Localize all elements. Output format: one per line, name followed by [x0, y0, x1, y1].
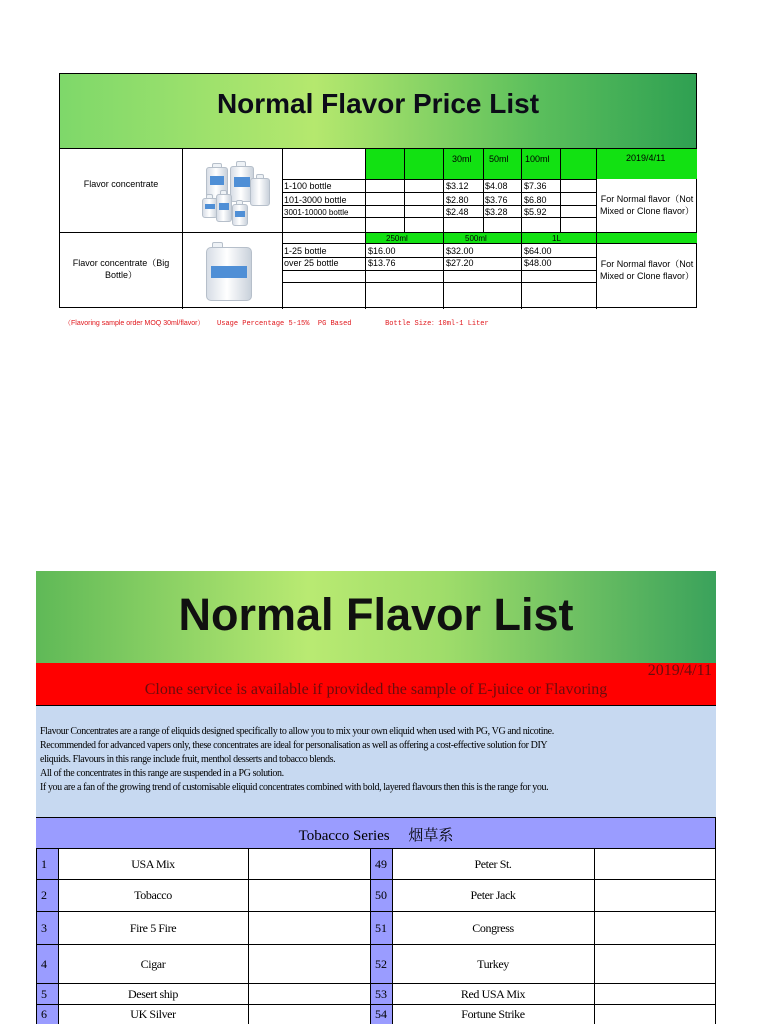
flavor-list-date: 2019/4/11 — [647, 662, 712, 679]
description-line: eliquids. Flavours in this range include fruit, menthol desserts and tobacco blends. — [40, 754, 336, 765]
price-cell: $27.20 — [446, 258, 474, 268]
item-number: 50 — [370, 880, 392, 911]
price-cell: $2.80 — [446, 195, 469, 205]
normal-flavor-note-2: For Normal flavor（Not Mixed or Clone flavor） — [599, 259, 695, 281]
size-500ml: 500ml — [465, 234, 487, 243]
size-30ml: 30ml — [452, 154, 472, 164]
price-list-table — [59, 73, 697, 308]
flavor-list-title: Normal Flavor List — [178, 589, 574, 640]
size-50ml: 50ml — [489, 154, 509, 164]
product-flavor-concentrate: Flavor concentrate — [83, 179, 159, 189]
qty-big-row-2: over 25 bottle — [284, 258, 339, 268]
price-cell: $7.36 — [524, 181, 547, 191]
series-title: Tobacco Series 烟草系 — [298, 828, 454, 844]
flavor-name: Desert ship — [128, 986, 178, 1001]
usage-note: Usage Percentage 5-15% — [217, 320, 310, 328]
item-number: 3 — [36, 912, 58, 944]
size-250ml: 250ml — [386, 234, 408, 243]
flavor-name: Congress — [472, 920, 514, 935]
size-1l: 1L — [552, 234, 561, 243]
flavor-name: Turkey — [477, 956, 509, 971]
item-number: 49 — [370, 849, 392, 879]
price-cell: $4.08 — [485, 181, 508, 191]
flavor-name: Peter Jack — [470, 888, 516, 902]
flavor-name: Fire 5 Fire — [129, 920, 177, 935]
description-line: Recommended for advanced vapers only, these concentrates are ideal for personalisation as well as offering a cost-effective solution for DIY — [40, 740, 548, 751]
price-list-header — [60, 74, 696, 149]
item-number: 53 — [370, 984, 392, 1004]
flavor-name: Cigar — [140, 956, 166, 971]
description-line: Flavour Concentrates are a range of eliquids designed specifically to allow you to mix your own eliquid when used with PG, VG and nicotine. — [40, 726, 554, 737]
description-line: If you are a fan of the growing trend of customisable eliquid concentrates combined with bold, layered flavours then this is the range for you. — [40, 782, 549, 793]
flavor-name: UK Silver — [130, 1007, 176, 1021]
table-row — [36, 1005, 716, 1024]
flavor-name: Red USA Mix — [460, 986, 526, 1001]
price-date: 2019/4/11 — [626, 153, 666, 163]
item-number: 6 — [36, 1005, 58, 1024]
flavor-list-header — [36, 571, 716, 663]
qty-big-row-1: 1-25 bottle — [284, 246, 327, 256]
price-cell: $13.76 — [368, 258, 396, 268]
price-cell: $3.12 — [446, 181, 469, 191]
clone-service-notice: Clone service is available if provided the sample of E-juice or Flavoring — [144, 681, 608, 698]
flavor-name: USA Mix — [131, 856, 175, 871]
price-list-title: Normal Flavor Price List — [216, 88, 540, 119]
price-cell: $5.92 — [524, 207, 547, 217]
table-row — [36, 984, 716, 1005]
product-image-big-bottle — [204, 240, 258, 302]
price-cell: $6.80 — [524, 195, 547, 205]
qty-row-2: 101-3000 bottle — [284, 195, 347, 205]
price-cell: $2.48 — [446, 207, 469, 217]
qty-row-3: 3001-10000 bottle — [284, 208, 349, 217]
item-number: 54 — [370, 1005, 392, 1024]
description-box — [36, 705, 716, 817]
table-row — [36, 945, 716, 984]
table-row — [36, 849, 716, 880]
price-cell: $3.28 — [485, 207, 508, 217]
moq-note: （Flavoring sample order MOQ 30ml/flavor） — [64, 320, 205, 327]
item-number: 52 — [370, 945, 392, 983]
size-100ml: 100ml — [525, 154, 550, 164]
item-number: 5 — [36, 984, 58, 1004]
price-cell: $3.76 — [485, 195, 508, 205]
table-row — [36, 912, 716, 945]
flavor-list-table — [36, 571, 716, 1024]
description-line: All of the concentrates in this range are suspended in a PG solution. — [40, 768, 284, 779]
price-cell: $64.00 — [524, 246, 552, 256]
item-number: 51 — [370, 912, 392, 944]
price-footnote — [64, 318, 489, 328]
product-big-bottle: Flavor concentrate（Big Bottle） — [72, 258, 170, 280]
base-note: PG Based — [317, 320, 352, 328]
price-cell: $48.00 — [524, 258, 552, 268]
item-number: 4 — [36, 945, 58, 983]
table-row — [36, 880, 716, 912]
item-number: 2 — [36, 880, 58, 911]
series-header — [36, 817, 716, 849]
normal-flavor-note-1: For Normal flavor（Not Mixed or Clone flavor） — [599, 194, 695, 216]
flavor-name: Tobacco — [134, 888, 172, 902]
bottle-size-note: Bottle Size：10ml-1 Liter — [385, 320, 489, 328]
flavor-name: Peter St. — [474, 856, 512, 871]
item-number: 1 — [36, 849, 58, 879]
size-header-fill-2 — [365, 233, 697, 243]
price-cell: $32.00 — [446, 246, 474, 256]
flavor-name: Fortune Strike — [461, 1007, 525, 1021]
product-image-small-bottles — [192, 160, 274, 226]
clone-service-banner — [36, 663, 716, 705]
qty-row-1: 1-100 bottle — [284, 181, 332, 191]
price-cell: $16.00 — [368, 246, 396, 256]
